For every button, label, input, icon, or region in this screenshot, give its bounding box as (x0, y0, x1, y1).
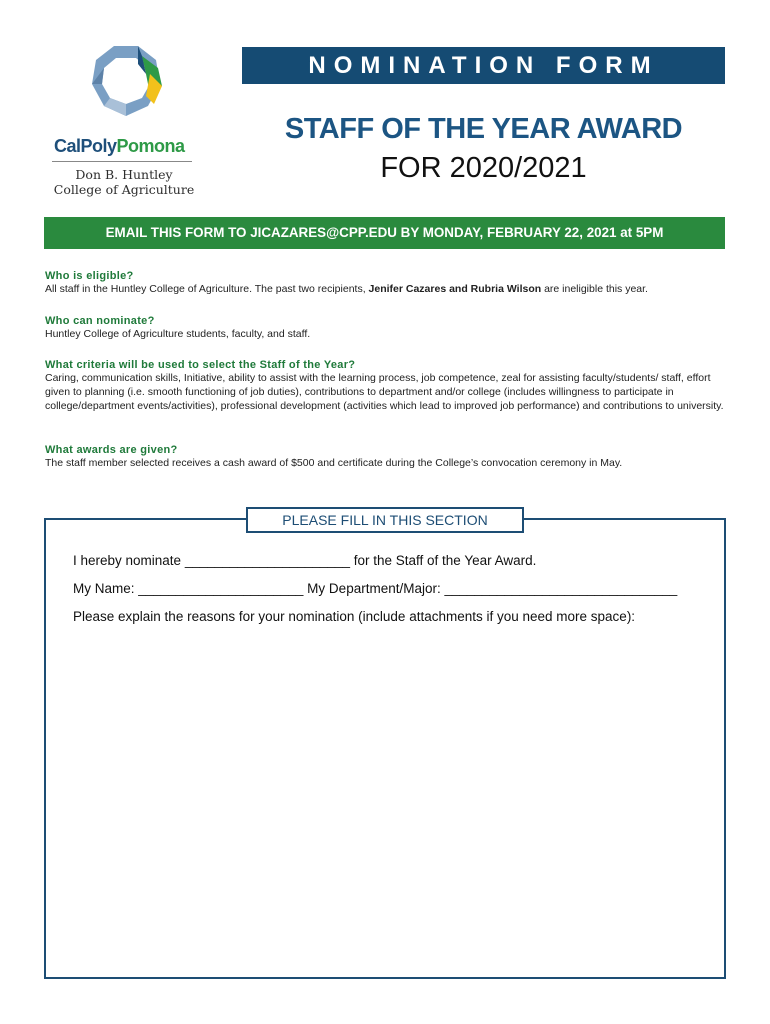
faq-question: Who can nominate? (45, 315, 155, 327)
nomination-reasons-prompt: Please explain the reasons for your nomination (include attachments if you need more space): (73, 609, 636, 624)
octagon-emblem-icon (76, 44, 176, 132)
award-year: FOR 2020/2021 (380, 152, 587, 184)
college-logo (44, 40, 204, 205)
faq-question: What awards are given? (45, 444, 178, 456)
nomination-form-banner: NOMINATION FORM (242, 47, 725, 84)
fill-section-label: PLEASE FILL IN THIS SECTION (246, 507, 524, 533)
college-name: Don B. Huntley College of Agriculture (53, 167, 195, 197)
nominator-name-department-line[interactable]: My Name: ______________________ My Department/Major: _______________________________ (73, 581, 678, 596)
faq-criteria (45, 359, 725, 413)
faq-eligibility (45, 270, 725, 296)
university-wordmark: CalPolyPomona (54, 136, 185, 156)
faq-answer: Huntley College of Agriculture students, faculty, and staff. (45, 328, 311, 340)
faq-answer: All staff in the Huntley College of Agriculture. The past two recipients, Jenifer Cazares and Rubria Wilson are ineligible this year. (45, 283, 648, 295)
logo-divider (52, 161, 192, 162)
faq-question: Who is eligible? (45, 270, 134, 282)
faq-answer: Caring, communication skills, Initiative, ability to assist with the learning process, job competence, zeal for assisting faculty/students/ staff, effort given to planning (i.e. smooth functioning of job duties), contributions to department and/or college (includes willingness to participate in college/department events/activities), professional development (activities which lead to improved job performance) and contributions to university. (45, 372, 724, 412)
faq-question: What criteria will be used to select the Staff of the Year? (45, 359, 356, 371)
email-deadline-banner: EMAIL THIS FORM TO JICAZARES@CPP.EDU BY MONDAY, FEBRUARY 22, 2021 at 5PM (44, 217, 725, 249)
faq-answer: The staff member selected receives a cash award of $500 and certificate during the College’s convocation ceremony in May. (45, 457, 623, 469)
nominee-line[interactable]: I hereby nominate ______________________ for the Staff of the Year Award. (73, 553, 537, 568)
faq-awards (45, 444, 725, 470)
award-title: STAFF OF THE YEAR AWARD (284, 113, 683, 145)
faq-nominators (45, 315, 725, 341)
